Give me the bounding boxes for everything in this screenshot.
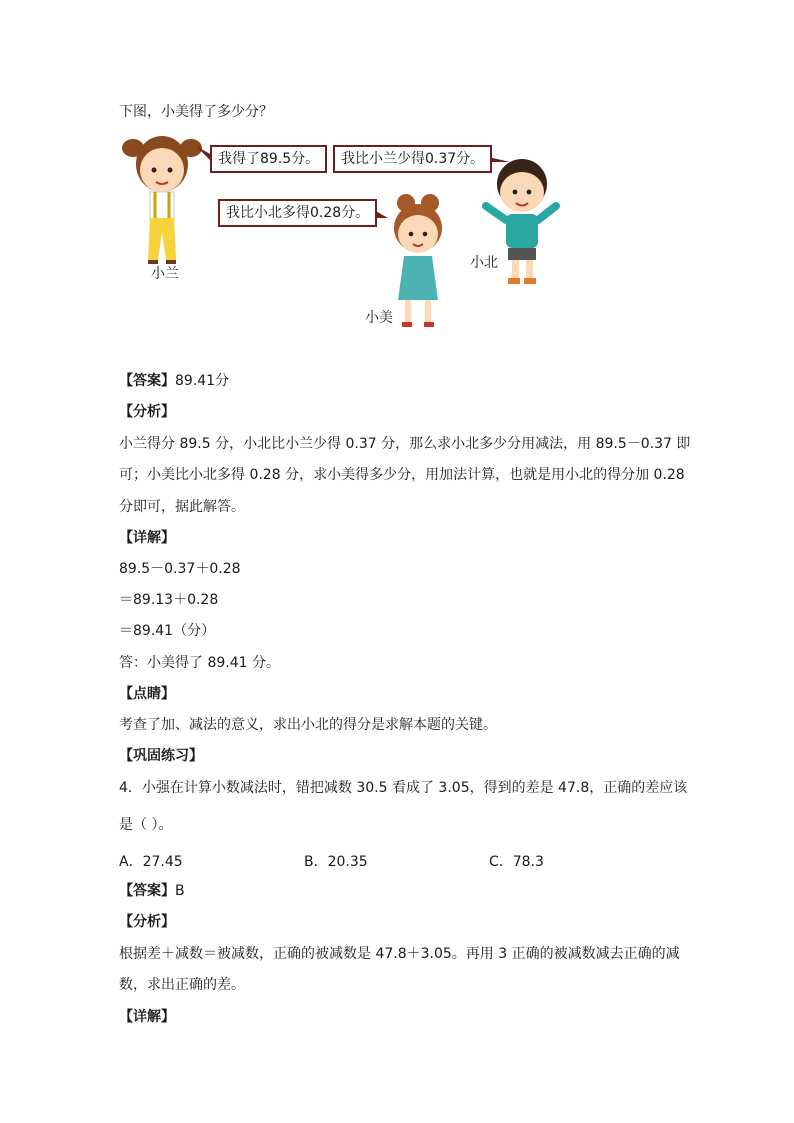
q3-answer-line xyxy=(119,371,229,391)
answer-tag: 【答案】 xyxy=(119,883,175,899)
detail-line: ＝89.13＋0.28 xyxy=(119,592,219,608)
q4-stem-line: 是（ ）。 xyxy=(119,817,173,833)
analysis-line: 数，求出正确的差。 xyxy=(119,977,245,993)
xiaomei-figure xyxy=(394,194,442,327)
analysis-line: 分即可，据此解答。 xyxy=(119,499,245,515)
detail-tag: 【详解】 xyxy=(119,530,175,546)
detail-line: 89.5－0.37＋0.28 xyxy=(119,561,241,577)
answer-value: B xyxy=(175,883,185,899)
detail-tag: 【详解】 xyxy=(119,1009,175,1025)
name-xiaomei: 小美 xyxy=(365,310,393,326)
practice-tag: 【巩固练习】 xyxy=(119,748,203,764)
point-text: 考查了加、减法的意义，求出小北的得分是求解本题的关键。 xyxy=(119,717,497,733)
answer-tag: 【答案】 xyxy=(119,373,175,389)
question-text: 下图，小美得了多少分？ xyxy=(119,104,273,120)
detail-line: ＝89.41（分） xyxy=(119,623,216,639)
bubble-xiaomei: 我比小北多得0.28分。 xyxy=(218,199,377,227)
bubble-xiaolan: 我得了89.5分。 xyxy=(210,145,327,173)
answer-value: 89.41分 xyxy=(175,373,230,389)
analysis-tag: 【分析】 xyxy=(119,914,175,930)
q4-option-b: B．20.35 xyxy=(304,854,368,870)
bubble-xiaobei: 我比小兰少得0.37分。 xyxy=(333,145,492,173)
analysis-line: 根据差＋减数＝被减数，正确的被减数是 47.8＋3.05。再用 3 正确的被减数减去正确的减 xyxy=(119,946,680,962)
q4-stem-line: 4．小强在计算小数减法时，错把减数 30.5 看成了 3.05，得到的差是 47.8，正确的差应该 xyxy=(119,780,688,796)
q4-option-a: A．27.45 xyxy=(119,854,183,870)
name-xiaolan: 小兰 xyxy=(151,266,179,282)
analysis-tag: 【分析】 xyxy=(119,404,175,420)
detail-line: 答：小美得了 89.41 分。 xyxy=(119,655,280,671)
point-tag: 【点睛】 xyxy=(119,686,175,702)
q4-answer-line xyxy=(119,881,185,901)
q4-option-c: C．78.3 xyxy=(489,854,544,870)
analysis-line: 小兰得分 89.5 分，小北比小兰少得 0.37 分，那么求小北多少分用减法，用 89.5－0.37 即 xyxy=(119,436,691,452)
analysis-line: 可；小美比小北多得 0.28 分，求小美得多少分，用加法计算，也就是用小北的得分加 0.28 xyxy=(119,467,685,483)
xiaolan-figure xyxy=(122,136,202,264)
name-xiaobei: 小北 xyxy=(470,255,498,271)
